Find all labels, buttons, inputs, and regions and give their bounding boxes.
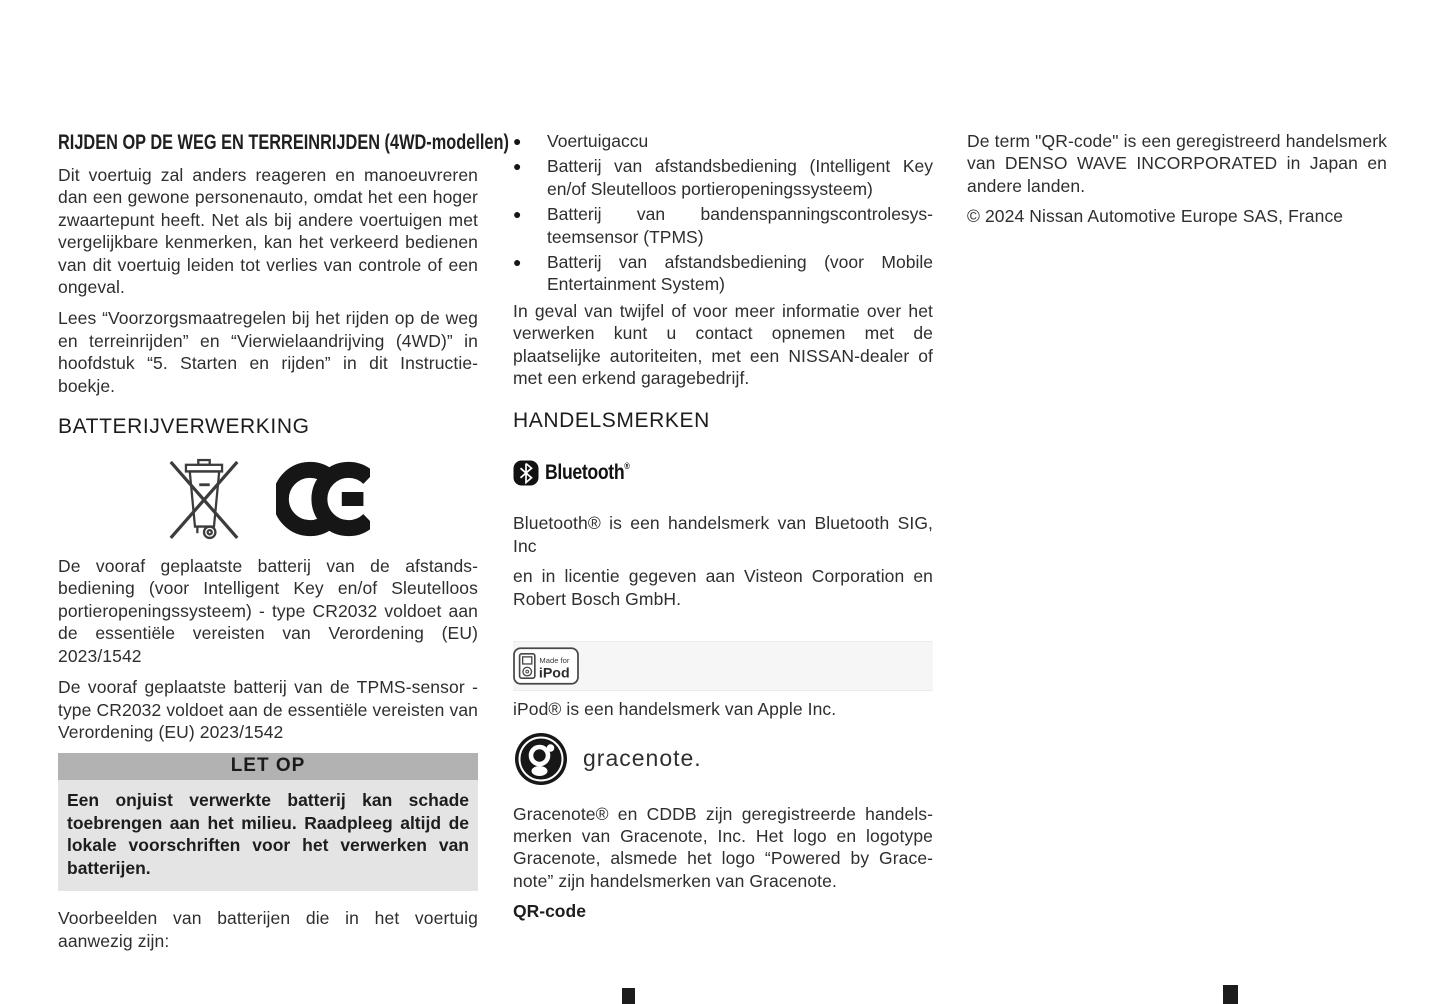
paragraph-gracenote: Gracenote® en CDDB zijn geregistreerde handelsmerken van Gracenote, Inc. Het logo en logotype Gracenote, alsmede het logo “Powered by Gracenote” zijn handelsmerken van Gracenote. bbox=[513, 803, 933, 891]
left-column bbox=[58, 130, 509, 952]
weee-crossed-out-bin-icon bbox=[166, 454, 242, 544]
paragraph-tpms-battery: De vooraf geplaatste batterij van de TPMS-sensor - type CR2032 voldoet aan de essentiële vereisten van Verordening (EU) 2023/1542 bbox=[58, 677, 478, 742]
qr-code-label: QR-code bbox=[513, 901, 586, 922]
paragraph-4wd-2: Lees “Voorzorgsmaatregelen bij het rijden op de weg en terreinrijden” en “Vierwielaandrijving (4WD)” in hoofdstuk “5. Starten en rijden” in dit Instructieboekje. bbox=[58, 308, 478, 396]
paragraph-disposal-info: In geval van twijfel of voor meer informatie over het verwerken kunt u contact opnemen met de plaatselijke autoriteiten, met een NISSAN-dealer of met een erkend garagebedrijf. bbox=[513, 300, 933, 389]
battery-disposal-icons bbox=[58, 453, 478, 545]
middle-column bbox=[513, 130, 933, 922]
bluetooth-wordmark: Bluetooth® bbox=[545, 461, 630, 485]
paragraph-4wd-1: Dit voertuig zal anders reageren en manoeuvreren dan een gewone personenauto, omdat het een hoger zwaartepunt heeft. Net als bij andere voertuigen met vergelijkbare kenmerken, kan het verkeerd bedienen van dit voertuig leiden tot verlies van controle of een ongeval. bbox=[58, 165, 478, 298]
paragraph-bluetooth-1: Bluetooth® is een handelsmerk van Bluetooth SIG, Inc bbox=[513, 513, 933, 556]
ipod-logo-strip bbox=[513, 641, 933, 691]
bluetooth-rune-icon bbox=[513, 460, 539, 486]
list-item: ● Batterij van bandenspanningscontrolesysteemsensor (TPMS) bbox=[513, 204, 933, 247]
copyright-line: © 2024 Nissan Automotive Europe SAS, France bbox=[967, 206, 1344, 227]
paragraph-key-battery: De vooraf geplaatste batterij van de afstandsbediening (voor Intelligent Key en/of Sleutelloos portieropeningssysteem) - type CR2032 voldoet aan de essentiële vereisten van Verordening (EU) 2023/1542 bbox=[58, 556, 478, 666]
section-heading-4wd: RIJDEN OP DE WEG EN TERREINRIJDEN (4WD-modellen) bbox=[58, 130, 509, 154]
bullet-icon: ● bbox=[513, 158, 522, 175]
registered-mark: ® bbox=[624, 461, 630, 472]
bullet-icon: ● bbox=[513, 254, 522, 271]
paragraph-qr-trademark: De term "QR-code" is een geregistreerd handelsmerk van DENSO WAVE INCORPORATED in Japan en andere landen. bbox=[967, 131, 1387, 196]
caution-box-text: Een onjuist verwerkte batterij kan schade toebrengen aan het milieu. Raadpleeg altijd de lokale voorschriften voor het verwerken van batterijen. bbox=[67, 790, 469, 878]
svg-text:Made for: Made for bbox=[539, 656, 570, 666]
gracenote-wordmark: gracenote. bbox=[583, 745, 702, 771]
bullet-icon: ● bbox=[513, 206, 522, 223]
print-registration-mark bbox=[622, 988, 635, 1004]
caution-box-body bbox=[58, 780, 478, 891]
caution-box-title: LET OP bbox=[58, 753, 478, 780]
made-for-ipod-logo bbox=[513, 647, 579, 685]
paragraph-bluetooth-2: en in licentie gegeven aan Visteon Corporation en Robert Bosch GmbH. bbox=[513, 566, 933, 609]
paragraph-ipod: iPod® is een handelsmerk van Apple Inc. bbox=[513, 699, 837, 720]
section-heading-trademarks: HANDELSMERKEN bbox=[513, 409, 710, 433]
bluetooth-logo bbox=[513, 459, 933, 487]
battery-examples-list bbox=[513, 130, 933, 296]
right-column bbox=[967, 130, 1387, 228]
list-item: ● Batterij van afstandsbediening (Intelligent Key en/of Sleutelloos portieropeningssysteem) bbox=[513, 156, 933, 199]
gracenote-logo bbox=[513, 731, 933, 787]
caution-box bbox=[58, 753, 478, 891]
list-item: ● Batterij van afstandsbediening (voor Mobile Entertainment System) bbox=[513, 252, 933, 295]
svg-text:iPod: iPod bbox=[538, 665, 570, 682]
section-heading-battery-disposal: BATTERIJVERWERKING bbox=[58, 415, 310, 439]
paragraph-battery-examples-intro: Voorbeelden van batterijen die in het voertuig aanwezig zijn: bbox=[58, 908, 478, 951]
ce-mark-icon bbox=[276, 461, 370, 537]
bullet-icon: ● bbox=[513, 133, 522, 149]
list-item: ● Voertuigaccu bbox=[513, 131, 649, 151]
print-registration-mark bbox=[1223, 985, 1238, 1004]
gracenote-icon bbox=[513, 731, 569, 787]
